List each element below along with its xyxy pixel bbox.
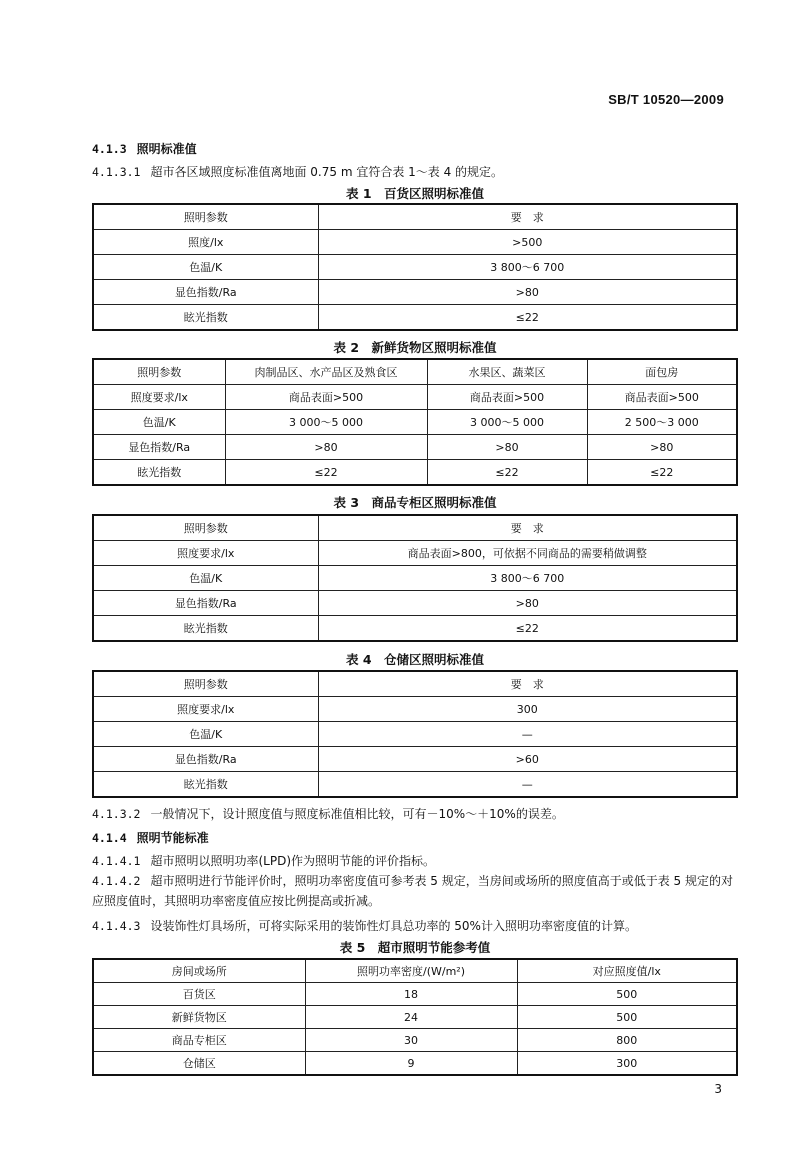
table-cell: 500 bbox=[517, 1006, 737, 1029]
table-cell: 3 000～5 000 bbox=[427, 410, 587, 435]
table-row bbox=[93, 983, 737, 1006]
table1-caption: 表 1 百货区照明标准值 bbox=[345, 186, 485, 201]
page-number: 3 bbox=[714, 1082, 722, 1096]
header-cell: 照明参数 bbox=[93, 671, 318, 697]
clause-number: 4.1.4.2 bbox=[92, 874, 141, 888]
table-row bbox=[93, 772, 737, 798]
clause-text: 超市照明进行节能评价时，照明功率密度值可参考表 5 规定，当房间或场所的照度值高于或低于表 5 规定的对应照度值时，其照明功率密度值应按比例提高或折减。 bbox=[92, 874, 734, 908]
table-cell: 300 bbox=[318, 697, 737, 722]
clause-number: 4.1.3.1 bbox=[92, 165, 141, 179]
table-row bbox=[93, 230, 737, 255]
table-cell: 500 bbox=[517, 983, 737, 1006]
header-cell: 要 求 bbox=[318, 671, 737, 697]
header-cell: 照明功率密度/(W/m²) bbox=[305, 959, 517, 983]
table3-caption: 表 3 商品专柜区照明标准值 bbox=[333, 495, 497, 510]
table-cell: ≤22 bbox=[225, 460, 427, 486]
table-row bbox=[93, 1029, 737, 1052]
table-cell: — bbox=[318, 772, 737, 798]
table-cell: 显色指数/Ra bbox=[93, 747, 318, 772]
table1 bbox=[92, 203, 738, 331]
table-row bbox=[93, 435, 737, 460]
table-row bbox=[93, 747, 737, 772]
clause-4-1-4-3 bbox=[92, 917, 637, 934]
table-row bbox=[93, 255, 737, 280]
table-cell: 百货区 bbox=[93, 983, 305, 1006]
table-cell: 新鲜货物区 bbox=[93, 1006, 305, 1029]
table-cell: 3 000～5 000 bbox=[225, 410, 427, 435]
header-cell: 照明参数 bbox=[93, 359, 225, 385]
table-row bbox=[93, 1052, 737, 1076]
table5-caption: 表 5 超市照明节能参考值 bbox=[339, 940, 491, 955]
table-cell: 30 bbox=[305, 1029, 517, 1052]
table2 bbox=[92, 358, 738, 486]
table-cell: >500 bbox=[318, 230, 737, 255]
table-cell: 商品表面>500 bbox=[225, 385, 427, 410]
table-cell: 显色指数/Ra bbox=[93, 591, 318, 616]
table-row bbox=[93, 385, 737, 410]
table-cell: 商品表面>800，可依据不同商品的需要稍做调整 bbox=[318, 541, 737, 566]
table-cell: >80 bbox=[587, 435, 737, 460]
table-cell: 仓储区 bbox=[93, 1052, 305, 1076]
header-cell: 照明参数 bbox=[93, 515, 318, 541]
clause-text: 超市各区域照度标准值离地面 0.75 m 宜符合表 1～表 4 的规定。 bbox=[150, 165, 504, 179]
table-cell: 18 bbox=[305, 983, 517, 1006]
table-cell: ≤22 bbox=[318, 616, 737, 642]
table-cell: 眩光指数 bbox=[93, 616, 318, 642]
header-cell: 要 求 bbox=[318, 204, 737, 230]
table-row bbox=[93, 591, 737, 616]
table-cell: 24 bbox=[305, 1006, 517, 1029]
table-cell: 商品表面>500 bbox=[427, 385, 587, 410]
table-row bbox=[93, 566, 737, 591]
table-cell: 显色指数/Ra bbox=[93, 280, 318, 305]
table-header-row bbox=[93, 359, 737, 385]
table-cell: ≤22 bbox=[587, 460, 737, 486]
table-cell: >60 bbox=[318, 747, 737, 772]
table-row bbox=[93, 280, 737, 305]
table3 bbox=[92, 514, 738, 642]
table-cell: 300 bbox=[517, 1052, 737, 1076]
clause-number: 4.1.4.3 bbox=[92, 919, 141, 933]
clause-4-1-3-2 bbox=[92, 805, 564, 822]
clause-4-1-3-1 bbox=[92, 163, 503, 180]
table-cell: 3 800～6 700 bbox=[318, 566, 737, 591]
table4-caption: 表 4 仓储区照明标准值 bbox=[345, 652, 485, 667]
section-number: 4.1.3 bbox=[92, 142, 127, 156]
table-header-row bbox=[93, 671, 737, 697]
table-header-row bbox=[93, 515, 737, 541]
section-title: 照明标准值 bbox=[136, 142, 197, 156]
clause-number: 4.1.3.2 bbox=[92, 807, 141, 821]
header-cell: 面包房 bbox=[587, 359, 737, 385]
table-cell: 照度/lx bbox=[93, 230, 318, 255]
clause-text: 设装饰性灯具场所，可将实际采用的装饰性灯具总功率的 50%计入照明功率密度值的计算。 bbox=[150, 919, 637, 933]
table-row bbox=[93, 697, 737, 722]
table-row bbox=[93, 722, 737, 747]
table-cell: — bbox=[318, 722, 737, 747]
table-cell: 眩光指数 bbox=[93, 305, 318, 331]
clause-4-1-4-2 bbox=[92, 871, 738, 911]
table-cell: >80 bbox=[318, 591, 737, 616]
table-cell: 9 bbox=[305, 1052, 517, 1076]
table-cell: 色温/K bbox=[93, 722, 318, 747]
table-cell: 色温/K bbox=[93, 255, 318, 280]
table4 bbox=[92, 670, 738, 798]
table-header-row bbox=[93, 959, 737, 983]
section-title: 照明节能标准 bbox=[136, 831, 209, 845]
table-row bbox=[93, 616, 737, 642]
header-cell: 房间或场所 bbox=[93, 959, 305, 983]
table-row bbox=[93, 1006, 737, 1029]
table-cell: 眩光指数 bbox=[93, 460, 225, 486]
table-cell: 色温/K bbox=[93, 566, 318, 591]
table5 bbox=[92, 958, 738, 1076]
table-row bbox=[93, 305, 737, 331]
table-cell: 眩光指数 bbox=[93, 772, 318, 798]
table-row bbox=[93, 541, 737, 566]
table-cell: >80 bbox=[427, 435, 587, 460]
table-cell: 商品专柜区 bbox=[93, 1029, 305, 1052]
table-row bbox=[93, 410, 737, 435]
header-cell: 水果区、蔬菜区 bbox=[427, 359, 587, 385]
table-cell: 照度要求/lx bbox=[93, 541, 318, 566]
header-cell: 要 求 bbox=[318, 515, 737, 541]
table-row bbox=[93, 460, 737, 486]
table-cell: ≤22 bbox=[318, 305, 737, 331]
clause-number: 4.1.4.1 bbox=[92, 854, 141, 868]
section-number: 4.1.4 bbox=[92, 831, 127, 845]
header-cell: 照明参数 bbox=[93, 204, 318, 230]
clause-text: 超市照明以照明功率(LPD)作为照明节能的评价指标。 bbox=[150, 854, 435, 868]
section-4-1-4-heading bbox=[92, 829, 209, 846]
section-4-1-3-heading bbox=[92, 140, 197, 157]
standard-code: SB/T 10520—2009 bbox=[608, 92, 724, 107]
table-cell: ≤22 bbox=[427, 460, 587, 486]
table-cell: 显色指数/Ra bbox=[93, 435, 225, 460]
header-cell: 对应照度值/lx bbox=[517, 959, 737, 983]
clause-text: 一般情况下，设计照度值与照度标准值相比较，可有－10%～＋10%的误差。 bbox=[150, 807, 564, 821]
table-cell: 照度要求/lx bbox=[93, 697, 318, 722]
table-header-row bbox=[93, 204, 737, 230]
table-cell: >80 bbox=[225, 435, 427, 460]
table-cell: 照度要求/lx bbox=[93, 385, 225, 410]
table2-caption: 表 2 新鲜货物区照明标准值 bbox=[333, 340, 497, 355]
header-cell: 肉制品区、水产品区及熟食区 bbox=[225, 359, 427, 385]
table-cell: 2 500～3 000 bbox=[587, 410, 737, 435]
clause-4-1-4-1 bbox=[92, 852, 435, 869]
table-cell: 商品表面>500 bbox=[587, 385, 737, 410]
table-cell: 800 bbox=[517, 1029, 737, 1052]
table-cell: >80 bbox=[318, 280, 737, 305]
table-cell: 色温/K bbox=[93, 410, 225, 435]
table-cell: 3 800～6 700 bbox=[318, 255, 737, 280]
